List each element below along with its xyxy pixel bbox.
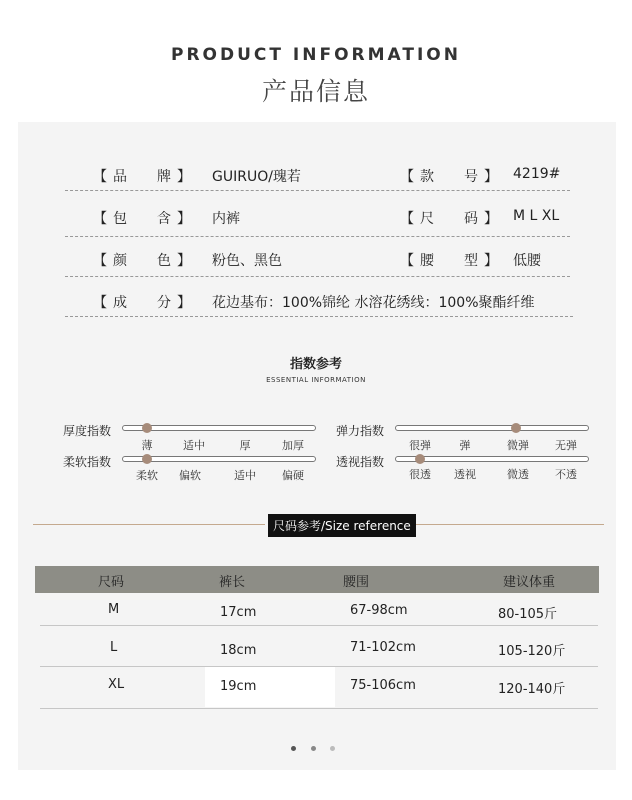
- indices-subtitle: ESSENTIAL INFORMATION: [266, 376, 366, 384]
- row-divider: [65, 236, 570, 237]
- row-divider: [40, 708, 598, 709]
- sheerness-index-label: 透视指数: [336, 455, 385, 469]
- sheerness-tick-label: 微透: [507, 468, 529, 481]
- size-divider-right: [404, 524, 604, 525]
- table-cell: XL: [108, 677, 125, 692]
- header-waist: 腰围: [343, 575, 370, 590]
- sheerness-index-marker: [415, 454, 425, 464]
- sheerness-tick-label: 透视: [454, 468, 476, 481]
- thickness-index-marker: [142, 423, 152, 433]
- elasticity-tick-label: 很弹: [409, 439, 431, 452]
- thickness-tick-label: 加厚: [282, 439, 304, 452]
- pager-dot[interactable]: [330, 746, 335, 751]
- waist-value: 低腰: [513, 253, 541, 269]
- table-cell: 18cm: [220, 643, 257, 658]
- color-label: 【 颜 色 】: [93, 253, 191, 269]
- contents-label: 【 包 含 】: [93, 211, 191, 227]
- row-divider: [65, 276, 570, 277]
- softness-index-marker: [142, 454, 152, 464]
- page-title-en: PRODUCT INFORMATION: [171, 45, 461, 65]
- material-value: 花边基布：100%锦纶 水溶花绣线：100%聚酯纤维: [212, 295, 535, 311]
- sheerness-tick-label: 不透: [555, 468, 577, 481]
- table-cell: 80-105斤: [498, 607, 558, 622]
- thickness-tick-label: 适中: [183, 439, 205, 452]
- softness-tick-label: 适中: [234, 469, 256, 482]
- softness-tick-label: 柔软: [136, 469, 158, 482]
- indices-title: 指数参考: [289, 357, 342, 372]
- color-value: 粉色、黑色: [212, 253, 282, 269]
- header-length: 裤长: [219, 575, 246, 590]
- elasticity-tick-label: 微弹: [507, 439, 529, 452]
- size-reference-badge: 尺码参考/Size reference: [268, 514, 416, 537]
- elasticity-tick-label: 无弹: [555, 439, 577, 452]
- header-weight: 建议体重: [503, 575, 556, 590]
- table-cell: 19cm: [220, 679, 257, 694]
- model-label: 【 款 号 】: [400, 169, 498, 185]
- row-divider: [40, 666, 598, 667]
- thickness-tick-label: 薄: [141, 439, 153, 452]
- header-size: 尺码: [98, 575, 125, 590]
- page-title-cn: 产品信息: [261, 77, 370, 106]
- elasticity-index-track: [395, 425, 589, 431]
- softness-tick-label: 偏硬: [282, 469, 304, 482]
- contents-value: 内裤: [212, 211, 240, 227]
- pager-dot[interactable]: [291, 746, 296, 751]
- sheerness-tick-label: 很透: [409, 468, 431, 481]
- size-value: M L XL: [513, 208, 560, 224]
- elasticity-tick-label: 弹: [459, 439, 471, 452]
- pager-dot[interactable]: [311, 746, 316, 751]
- size-divider-left: [33, 524, 265, 525]
- table-cell: 105-120斤: [498, 644, 566, 659]
- table-cell: 120-140斤: [498, 682, 566, 697]
- table-cell: L: [110, 640, 118, 655]
- brand-value: GUIRUO/瑰若: [212, 169, 301, 185]
- table-cell: 17cm: [220, 605, 257, 620]
- table-cell: 75-106cm: [350, 678, 416, 693]
- material-label: 【 成 分 】: [93, 295, 191, 311]
- row-divider: [65, 190, 570, 191]
- size-table-header: [35, 566, 599, 593]
- softness-index-label: 柔软指数: [63, 455, 112, 469]
- waist-label: 【 腰 型 】: [400, 253, 498, 269]
- table-cell: M: [108, 602, 120, 617]
- softness-tick-label: 偏软: [179, 469, 201, 482]
- model-value: 4219#: [513, 166, 561, 182]
- table-cell: 71-102cm: [350, 640, 416, 655]
- table-cell: 67-98cm: [350, 603, 408, 618]
- thickness-tick-label: 厚: [239, 439, 251, 452]
- thickness-index-label: 厚度指数: [63, 424, 112, 438]
- row-divider: [40, 625, 598, 626]
- elasticity-index-label: 弹力指数: [336, 424, 385, 438]
- brand-label: 【 品 牌 】: [93, 169, 191, 185]
- row-divider: [65, 316, 573, 317]
- size-label: 【 尺 码 】: [400, 211, 498, 227]
